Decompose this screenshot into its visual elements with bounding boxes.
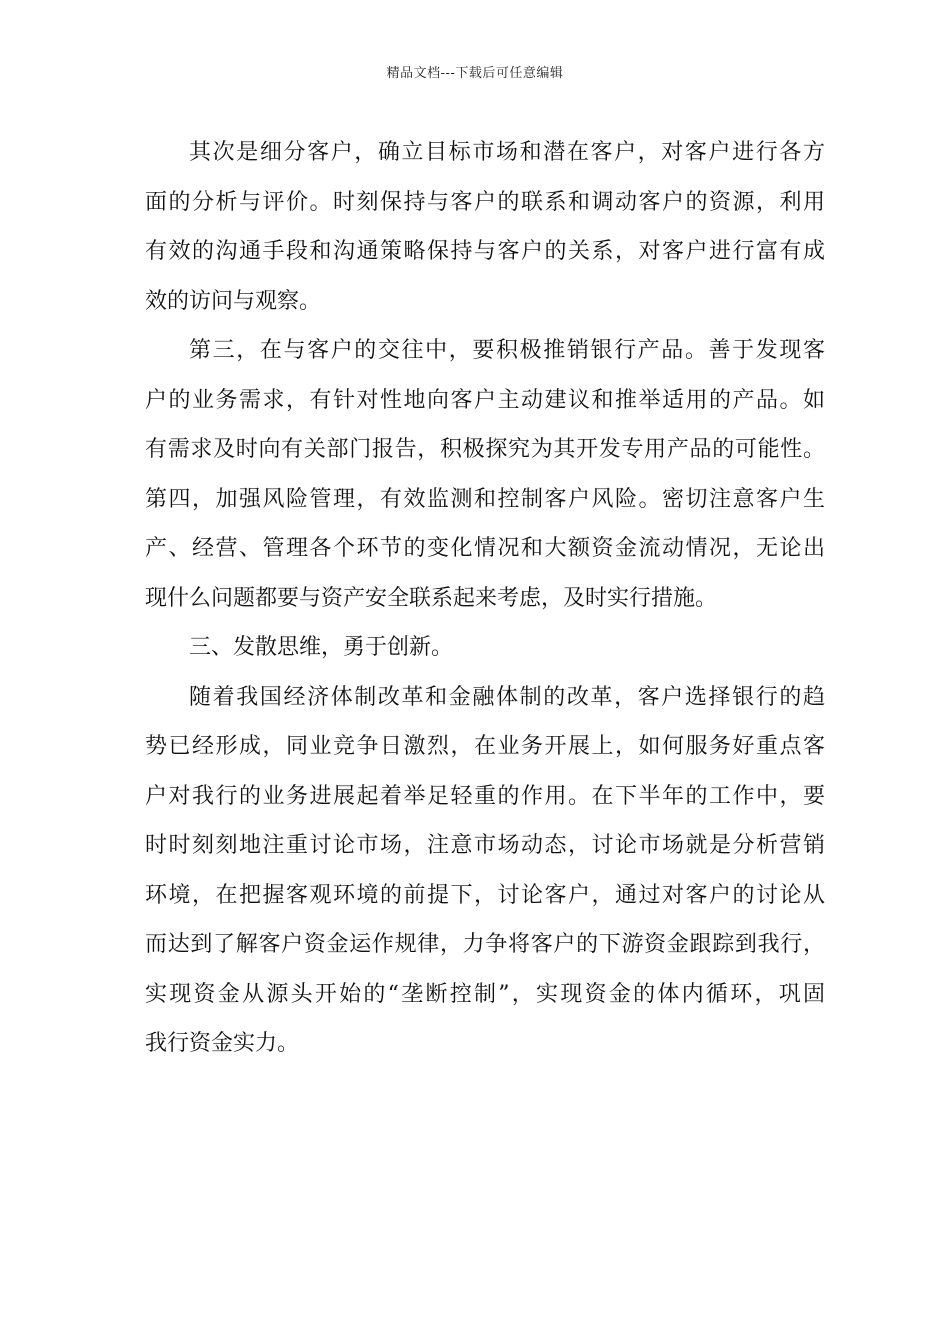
text-line: 环境，在把握客观环境的前提下，讨论客户，通过对客户的讨论从	[145, 882, 825, 908]
text-line: 面的分析与评价。时刻保持与客户的联系和调动客户的资源，利用	[145, 189, 825, 215]
text-line: 有需求及时向有关部门报告，积极探究为其开发专用产品的可能性。	[145, 437, 825, 462]
text-line: 户的业务需求，有针对性地向客户主动建议和推举适用的产品。如	[145, 387, 825, 413]
text-line: 我行资金实力。	[145, 1031, 300, 1056]
document-body	[145, 128, 825, 1069]
text-line: 有效的沟通手段和沟通策略保持与客户的关系，对客户进行富有成	[145, 239, 825, 264]
text-line: 三、发散思维，勇于创新。	[189, 635, 454, 660]
page-header: 精品文档---下载后可任意编辑	[386, 66, 564, 81]
text-line: 随着我国经济体制改革和金融体制的改革，客户选择银行的趋	[189, 684, 825, 710]
text-line: 第三，在与客户的交往中，要积极推销银行产品。善于发现客	[189, 338, 825, 363]
text-line: 势已经形成，同业竞争日激烈，在业务开展上，如何服务好重点客	[145, 734, 825, 759]
text-line: 效的访问与观察。	[145, 288, 322, 314]
text-line: 其次是细分客户，确立目标市场和潜在客户，对客户进行各方	[189, 140, 825, 165]
text-line: 现什么问题都要与资产安全联系起来考虑，及时实行措施。	[145, 585, 718, 611]
text-line: 户对我行的业务进展起着举足轻重的作用。在下半年的工作中，要	[145, 783, 825, 809]
text-line: 而达到了解客户资金运作规律，力争将客户的下游资金跟踪到我行，	[145, 932, 825, 957]
text-line: 第四，加强风险管理，有效监测和控制客户风险。密切注意客户生	[145, 486, 825, 512]
text-line: 时时刻刻地注重讨论市场，注意市场动态，讨论市场就是分析营销	[145, 833, 825, 858]
text-line: 实现资金从源头开始的“垄断控制”，实现资金的体内循环，巩固	[145, 981, 825, 1007]
text-line: 产、经营、管理各个环节的变化情况和大额资金流动情况，无论出	[145, 536, 825, 561]
